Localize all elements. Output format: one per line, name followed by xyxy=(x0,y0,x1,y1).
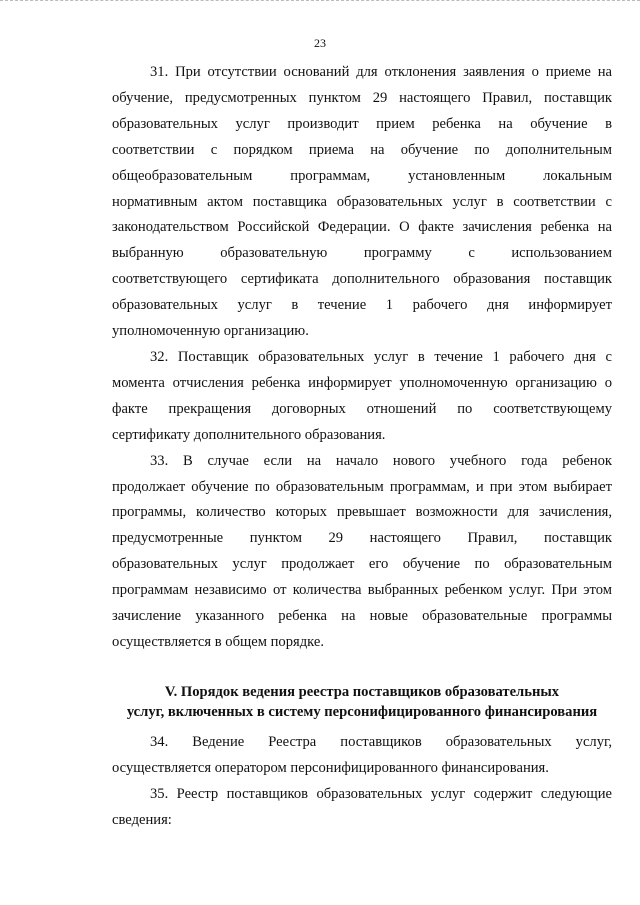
text-line: нормативным актом поставщика образовательных услуг в соответствии с xyxy=(112,193,612,210)
text-line: образовательных услуг производит прием ребенка на обучение в xyxy=(112,115,612,132)
text-line: осуществляется оператором персонифицированного финансирования. xyxy=(112,759,549,776)
text-line: выбранную образовательную программу с использованием xyxy=(112,245,612,262)
text-line: соответствии с порядком приема на обучение по дополнительным xyxy=(112,141,612,158)
page-number: 23 xyxy=(314,36,326,50)
text-line: зачисление указанного ребенка на новые образовательные программы xyxy=(112,608,612,625)
paragraph-35 xyxy=(112,782,612,834)
text-line: общеобразовательным программам, установленным локальным xyxy=(112,167,612,184)
text-line: образовательных услуг продолжает его обучение по образовательным xyxy=(112,556,612,573)
paragraph-34 xyxy=(112,730,612,782)
section-heading-line: V. Порядок ведения реестра поставщиков образовательных xyxy=(164,683,560,700)
paragraph-33 xyxy=(112,449,612,656)
text-line: 34. Ведение Реестра поставщиков образовательных услуг, xyxy=(150,733,612,750)
text-line: предусмотренные пунктом 29 настоящего Правил, поставщик xyxy=(112,530,612,547)
section-heading xyxy=(112,682,612,722)
document-body xyxy=(112,60,612,833)
text-line: продолжает обучение по образовательным программам, и при этом выбирает xyxy=(112,478,612,495)
text-line: осуществляется в общем порядке. xyxy=(112,633,324,650)
text-line: 31. При отсутствии оснований для отклонения заявления о приеме на xyxy=(150,64,612,80)
paragraph-31 xyxy=(112,60,612,345)
section-heading-line: услуг, включенных в систему персонифицированного финансирования xyxy=(126,703,598,720)
text-line: программы, количество которых превышает возможности для зачисления, xyxy=(112,504,612,521)
text-line: факте прекращения договорных отношений по соответствующему xyxy=(112,400,612,417)
text-line: сертификату дополнительного образования. xyxy=(112,426,386,443)
text-line: 35. Реестр поставщиков образовательных услуг содержит следующие xyxy=(150,785,612,802)
text-line: уполномоченную организацию. xyxy=(112,323,309,340)
text-line: образовательных услуг в течение 1 рабочего дня информирует xyxy=(112,297,612,314)
text-line: 32. Поставщик образовательных услуг в течение 1 рабочего дня с xyxy=(150,348,612,365)
text-line: сведения: xyxy=(112,811,172,828)
text-line: соответствующего сертификата дополнительного образования поставщик xyxy=(112,271,612,288)
text-line: 33. В случае если на начало нового учебного года ребенок xyxy=(150,452,612,469)
text-line: законодательством Российской Федерации. О факте зачисления ребенка на xyxy=(112,219,612,236)
text-line: обучение, предусмотренных пунктом 29 настоящего Правил, поставщик xyxy=(112,89,612,106)
page-top-edge xyxy=(0,0,640,9)
text-line: момента отчисления ребенка информирует уполномоченную организацию о xyxy=(112,374,612,391)
paragraph-32 xyxy=(112,345,612,449)
text-line: программам независимо от количества выбранных ребенком услуг. При этом xyxy=(112,582,612,599)
